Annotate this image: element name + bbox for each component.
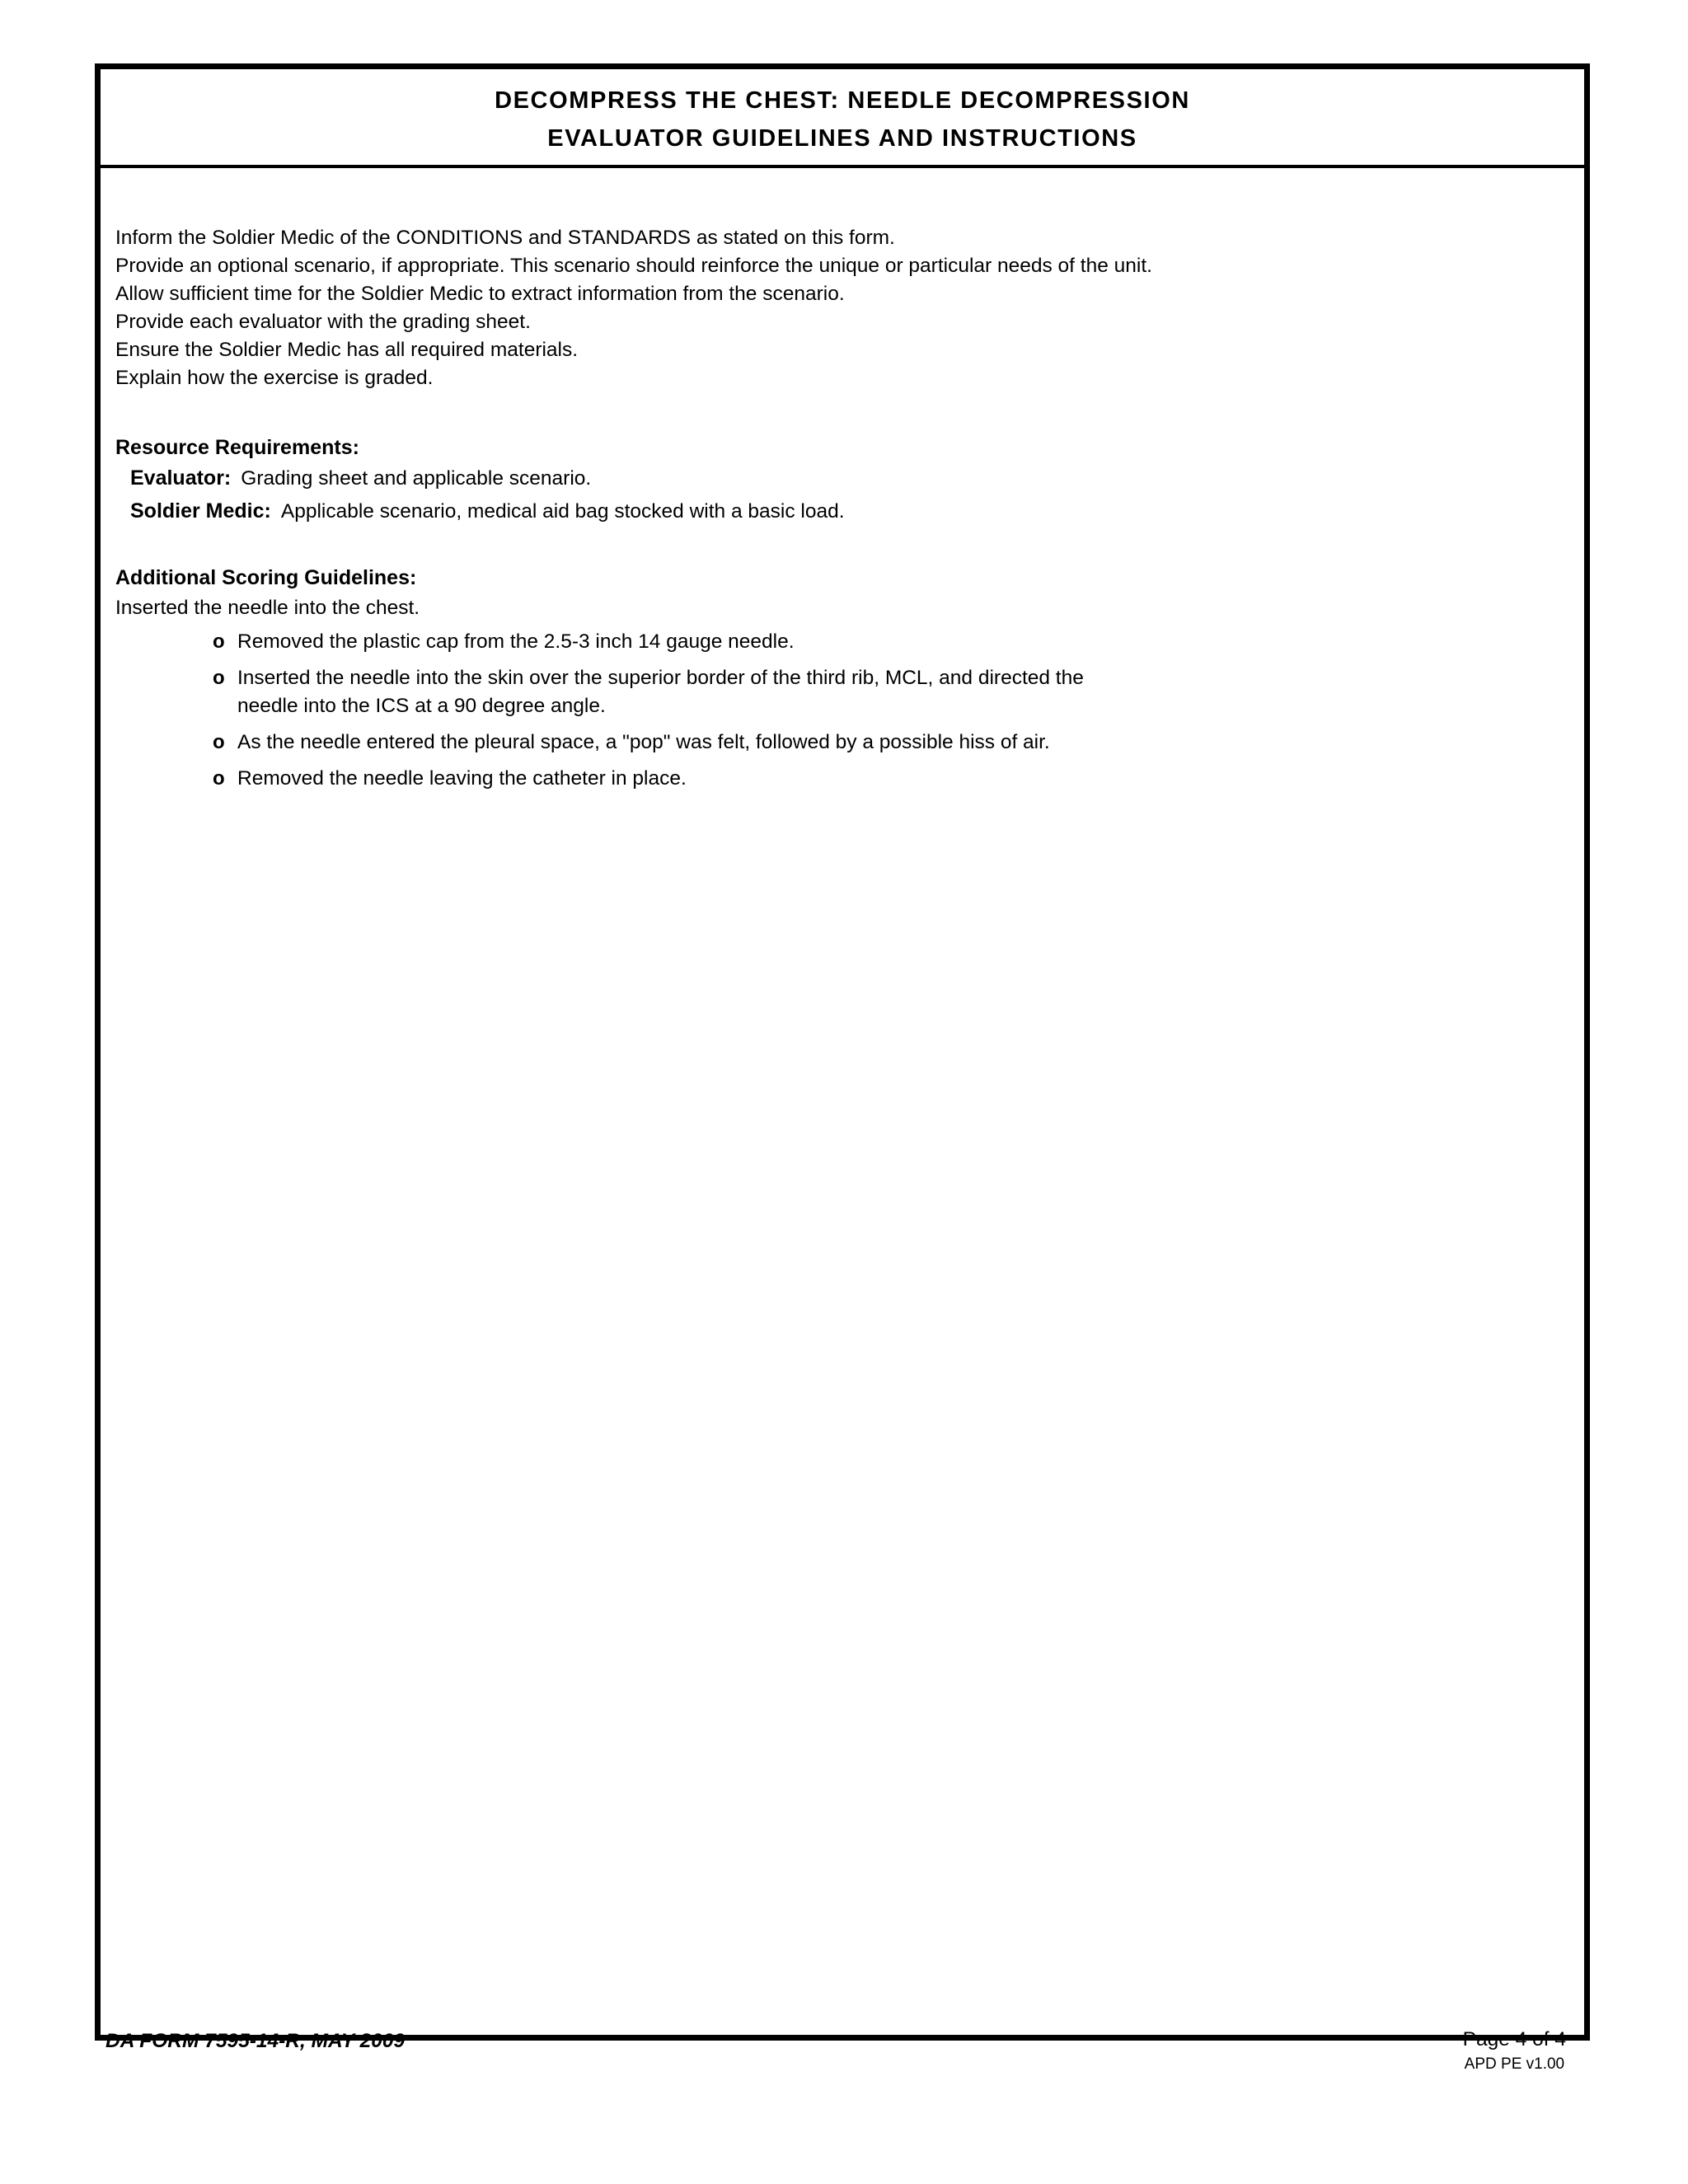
scoring-bullet-list <box>115 628 1517 793</box>
footer-page-info <box>1463 2027 1566 2076</box>
scoring-intro: Inserted the needle into the chest. <box>115 597 420 619</box>
instruction-line: Explain how the exercise is graded. <box>115 367 434 389</box>
instruction-line: Provide each evaluator with the grading sheet. <box>115 311 531 333</box>
page-number: Page 4 of 4 <box>1462 2028 1566 2050</box>
bullet-text: Removed the plastic cap from the 2.5-3 inch 14 gauge needle. <box>237 630 795 653</box>
list-item <box>213 729 1128 757</box>
list-item <box>213 765 1128 793</box>
instruction-line: Ensure the Soldier Medic has all required materials. <box>115 339 579 361</box>
list-item <box>213 664 1128 720</box>
instruction-line: Allow sufficient time for the Soldier Medic to extract information from the scenario. <box>115 283 845 305</box>
resource-requirements-heading: Resource Requirements: <box>115 436 359 459</box>
bullet-text: Inserted the needle into the skin over the superior border of the third rib, MCL, and directed the needle into the ICS at a 90 degree angle. <box>237 667 1084 717</box>
bullet-text: As the needle entered the pleural space, a "pop" was felt, followed by a possible hiss of air. <box>237 731 1050 753</box>
resource-soldier-medic <box>115 494 1517 527</box>
form-version: APD PE v1.00 <box>1464 2055 1565 2073</box>
scoring-guidelines-heading: Additional Scoring Guidelines: <box>115 566 417 589</box>
bullet-marker-icon: o <box>213 767 225 790</box>
form-body <box>115 224 1517 801</box>
bullet-marker-icon: o <box>213 731 225 753</box>
resource-text: Grading sheet and applicable scenario. <box>241 467 592 490</box>
bullet-marker-icon: o <box>213 630 225 653</box>
resource-label: Soldier Medic: <box>130 499 271 523</box>
instructions-list <box>115 224 1517 392</box>
page-subtitle: EVALUATOR GUIDELINES AND INSTRUCTIONS <box>547 125 1137 152</box>
instruction-line: Provide an optional scenario, if appropriate. This scenario should reinforce the unique or particular needs of the unit. <box>115 255 1152 277</box>
page-title: DECOMPRESS THE CHEST: NEEDLE DECOMPRESSION <box>495 87 1190 114</box>
resource-evaluator <box>115 462 1517 494</box>
bullet-marker-icon: o <box>213 667 225 689</box>
resource-label: Evaluator: <box>130 466 232 490</box>
resource-text: Applicable scenario, medical aid bag stocked with a basic load. <box>280 500 845 523</box>
list-item <box>213 628 1128 656</box>
form-header <box>101 69 1584 168</box>
form-id: DA FORM 7595-14-R, MAY 2009 <box>106 2030 406 2052</box>
instruction-line: Inform the Soldier Medic of the CONDITIONS and STANDARDS as stated on this form. <box>115 227 895 249</box>
bullet-text: Removed the needle leaving the catheter in place. <box>237 767 687 790</box>
